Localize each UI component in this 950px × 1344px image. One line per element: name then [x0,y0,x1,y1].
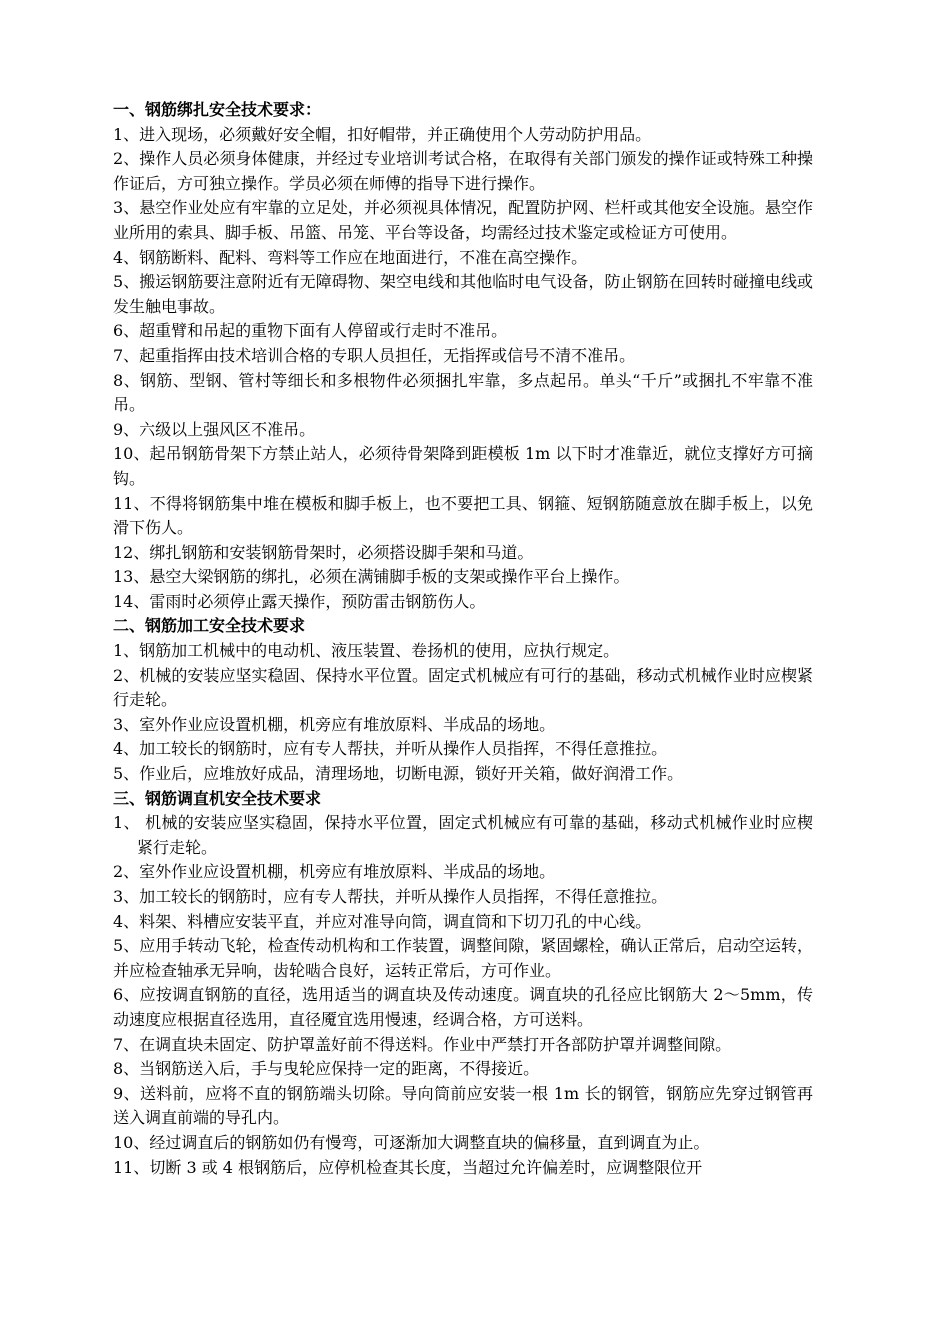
list-item: 12、绑扎钢筋和安装钢筋骨架时，必须搭设脚手架和马道。 [113,542,534,562]
list-item: 11、不得将钢筋集中堆在模板和脚手板上，也不要把工具、钢箍、短钢筋随意放在脚手板上，以免滑下伤人。 [113,493,813,538]
list-item: 8、钢筋、型钢、管村等细长和多根物件必须捆扎牢靠，多点起吊。单头“千斤”或捆扎不牢靠不准吊。 [113,370,813,415]
list-item: 10、起吊钢筋骨架下方禁止站人，必须待骨架降到距模板 1m 以下时才准靠近，就位支撑好方可摘钩。 [113,444,813,488]
list-item: 2、室外作业应设置机棚，机旁应有堆放原料、半成品的场地。 [113,862,556,882]
list-item: 13、悬空大梁钢筋的绑扎，必须在满铺脚手板的支架或操作平台上操作。 [113,567,630,587]
list-item: 1、 机械的安装应坚实稳固，保持水平位置，固定式机械应有可靠的基础，移动式机械作业时应楔紧行走轮。 [113,813,813,857]
section-heading: 一、钢筋绑扎安全技术要求： [113,100,322,119]
list-item: 7、起重指挥由技术培训合格的专职人员担任，无指挥或信号不清不准吊。 [113,345,636,365]
document-body [113,98,813,1180]
list-item: 7、在调直块未固定、防护罩盖好前不得送料。作业中严禁打开各部防护罩并调整间隙。 [113,1034,732,1054]
list-item: 6、超重臂和吊起的重物下面有人停留或行走时不准吊。 [113,321,508,341]
list-item: 11、切断 3 或 4 根钢筋后，应停机检查其长度，当超过允许偏差时，应调整限位开 [113,1157,703,1177]
list-item: 9、六级以上强风区不准吊。 [113,419,316,439]
list-item: 3、加工较长的钢筋时，应有专人帮扶，并听从操作人员指挥，不得任意推拉。 [113,887,668,906]
section-heading: 二、钢筋加工安全技术要求 [113,616,306,636]
list-item: 5、应用手转动飞轮，检查传动机构和工作装置，调整间隙，紧固螺栓，确认正常后，启动空运转，并应检查轴承无异响，齿轮啮合良好，运转正常后，方可作业。 [113,936,813,980]
list-item: 5、搬运钢筋要注意附近有无障碍物、架空电线和其他临时电气设备，防止钢筋在回转时碰撞电线或发生触电事故。 [113,272,813,316]
list-item: 3、悬空作业处应有牢靠的立足处，并必须视具体情况，配置防护网、栏杆或其他安全设施。悬空作业所用的索具、脚手板、吊篮、吊笼、平台等设备，均需经过技术鉴定或检证方可使用。 [113,198,813,242]
section-heading: 三、钢筋调直机安全技术要求 [113,788,322,808]
list-item: 1、钢筋加工机械中的电动机、液压装置、卷扬机的使用，应执行规定。 [113,641,620,661]
list-item: 8、当钢筋送入后，手与曳轮应保持一定的距离，不得接近。 [113,1059,540,1079]
list-item: 3、室外作业应设置机棚，机旁应有堆放原料、半成品的场地。 [113,714,556,734]
list-item: 14、雷雨时必须停止露天操作，预防雷击钢筋伤人。 [113,591,486,611]
list-item: 4、钢筋断料、配料、弯料等工作应在地面进行，不准在高空操作。 [113,247,588,267]
list-item: 4、加工较长的钢筋时，应有专人帮扶，并听从操作人员指挥，不得任意推拉。 [113,739,668,759]
list-item: 1、进入现场，必须戴好安全帽，扣好帽带，并正确使用个人劳动防护用品。 [113,124,652,144]
list-item: 2、操作人员必须身体健康，并经过专业培训考试合格，在取得有关部门颁发的操作证或特殊工种操作证后，方可独立操作。学员必须在师傅的指导下进行操作。 [113,149,813,193]
list-item: 4、料架、料槽应安装平直，并应对准导向筒，调直筒和下切刀孔的中心线。 [113,911,652,931]
list-item: 5、作业后，应堆放好成品，清理场地，切断电源，锁好开关箱，做好润滑工作。 [113,764,684,784]
list-item: 9、送料前，应将不直的钢筋端头切除。导向筒前应安装一根 1m 长的钢管，钢筋应先穿过钢管再送入调直前端的导孔内。 [113,1083,813,1128]
list-item: 6、应按调直钢筋的直径，选用适当的调直块及传动速度。调直块的孔径应比钢筋大 2～5mm，传动速度应根据直径选用，直径魇宜选用慢速，经调合格，方可送料。 [113,985,813,1029]
list-item: 2、机械的安装应坚实稳固、保持水平位置。固定式机械应有可行的基础，移动式机械作业时应楔紧行走轮。 [113,665,813,710]
list-item: 10、经过调直后的钢筋如仍有慢弯，可逐渐加大调整直块的偏移量，直到调直为止。 [113,1132,710,1152]
